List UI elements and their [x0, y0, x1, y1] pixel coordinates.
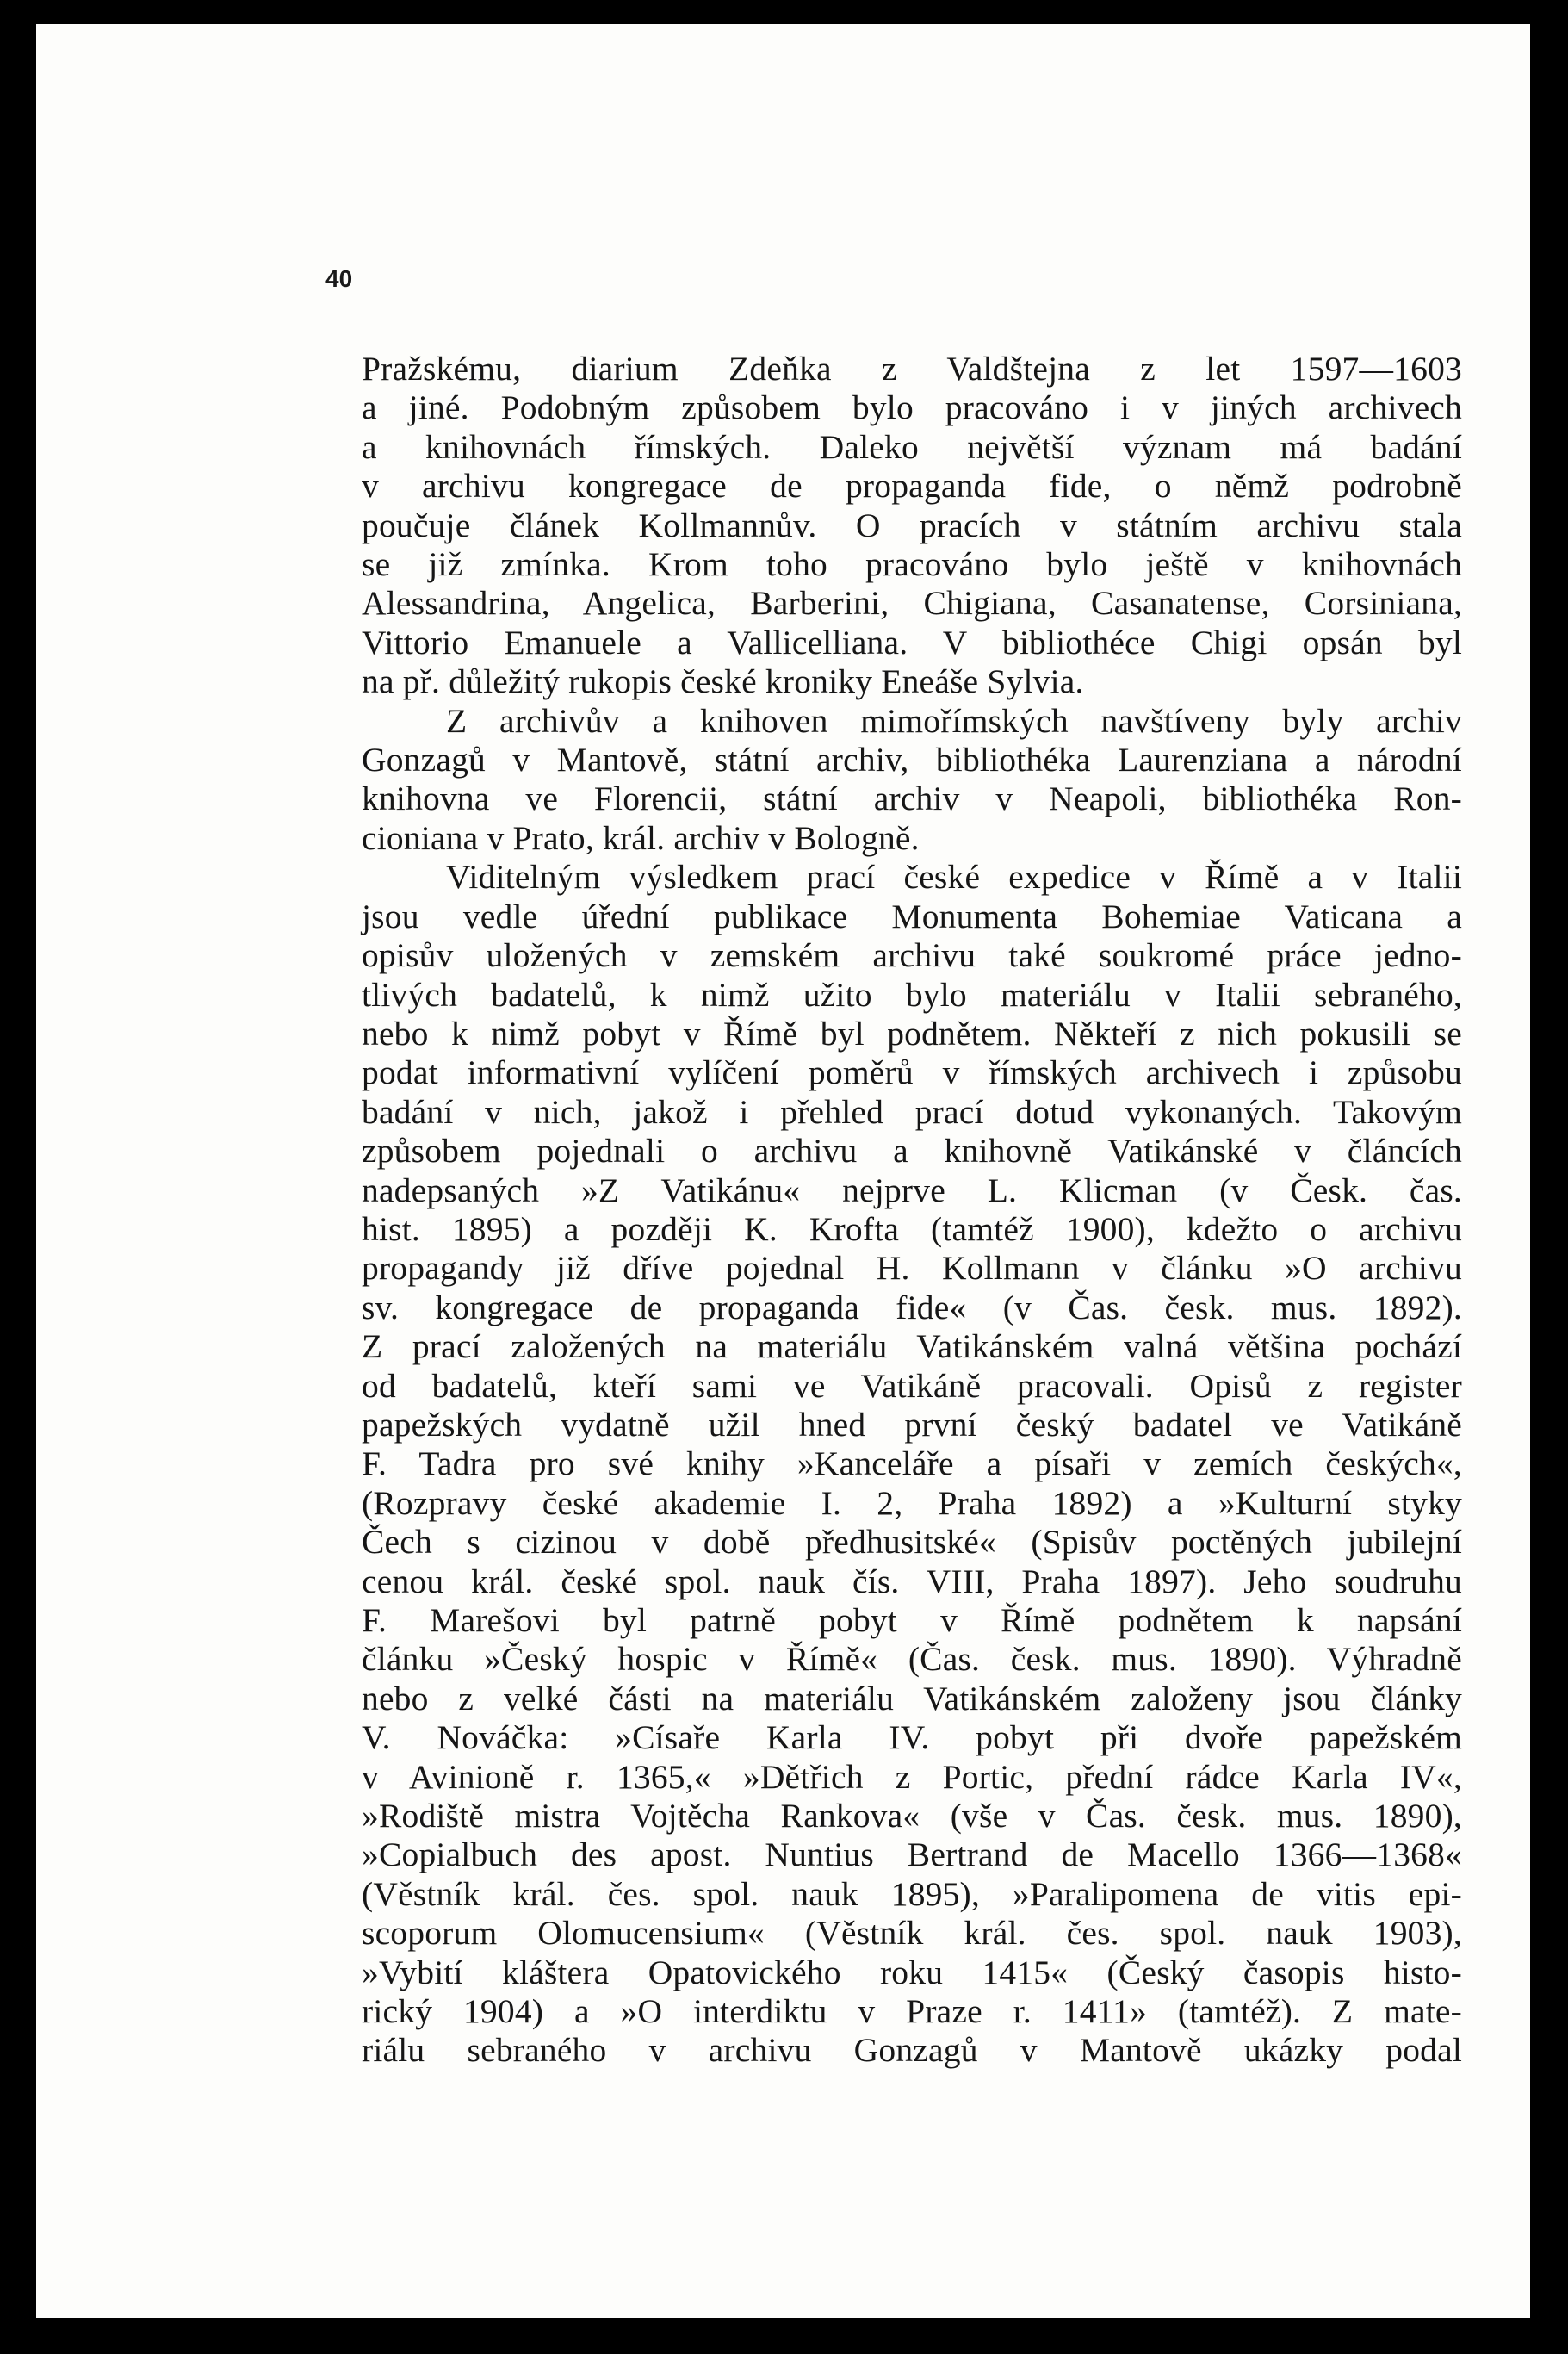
text-line: Vittorio Emanuele a Vallicelliana. V bibliothéce Chigi opsán byl [362, 623, 1462, 661]
text-line: a knihovnách římských. Daleko největší význam má badání [362, 427, 1462, 466]
body-text [362, 350, 1462, 2071]
text-line: Čech s cizinou v době předhusitské« (Spisův poctěných jubilejní [362, 1523, 1462, 1562]
paragraph-2 [362, 702, 1462, 859]
text-line: způsobem pojednali o archivu a knihovně Vatikánské v článcích [362, 1132, 1462, 1171]
text-line: knihovna ve Florencii, státní archiv v Neapoli, bibliothéka Ron- [362, 779, 1462, 818]
text-line: papežských vydatně užil hned první český badatel ve Vatikáně [362, 1405, 1462, 1444]
paragraph-3 [362, 858, 1462, 2071]
paragraph-1 [362, 350, 1462, 702]
book-page [36, 24, 1530, 2318]
text-line: Viditelným výsledkem prací české expedice v Římě a v Italii [446, 858, 1462, 897]
text-line: »Copialbuch des apost. Nuntius Bertrand de Macello 1366—1368« [362, 1835, 1462, 1874]
text-line: F. Tadra pro své knihy »Kanceláře a písaři v zemích českých«, [362, 1444, 1462, 1483]
text-line: nebo z velké části na materiálu Vatikánském založeny jsou články [362, 1679, 1462, 1717]
text-line: na př. důležitý rukopis české kroniky Eneáše Sylvia. [362, 662, 1084, 701]
text-line: propagandy již dříve pojednal H. Kollmann v článku »O archivu [362, 1249, 1462, 1288]
text-line: V. Nováčka: »Císaře Karla IV. pobyt při dvoře papežském [362, 1718, 1462, 1757]
text-line: F. Marešovi byl patrně pobyt v Římě podnětem k napsání [362, 1601, 1462, 1639]
text-line: »Rodiště mistra Vojtěcha Rankova« (vše v Čas. česk. mus. 1890), [362, 1797, 1462, 1835]
text-line: Pražskému, diarium Zdeňka z Valdštejna z let 1597—1603 [362, 350, 1462, 388]
text-line: Alessandrina, Angelica, Barberini, Chigiana, Casanatense, Corsiniana, [362, 584, 1462, 623]
text-line: v Avinioně r. 1365,« »Dětřich z Portic, přední rádce Karla IV«, [362, 1757, 1462, 1796]
text-line: (Rozpravy české akademie I. 2, Praha 1892) a »Kulturní styky [362, 1483, 1462, 1522]
text-line: riálu sebraného v archivu Gonzagů v Mantově ukázky podal [362, 2031, 1462, 2070]
text-line: sv. kongregace de propaganda fide« (v Čas. česk. mus. 1892). [362, 1288, 1462, 1326]
text-line: Gonzagů v Mantově, státní archiv, bibliothéka Laurenziana a národní [362, 741, 1462, 779]
text-line: v archivu kongregace de propaganda fide, o němž podrobně [362, 467, 1462, 506]
text-line: scoporum Olomucensium« (Věstník král. čes. spol. nauk 1903), [362, 1914, 1462, 1953]
text-line: hist. 1895) a později K. Krofta (tamtéž 1900), kdežto o archivu [362, 1209, 1462, 1248]
text-line: rický 1904) a »O interdiktu v Praze r. 1411» (tamtéž). Z mate- [362, 1992, 1462, 2031]
text-line: badání v nich, jakož i přehled prací dotud vykonaných. Takovým [362, 1092, 1462, 1131]
text-line: Z archivův a knihoven mimořímských navštíveny byly archiv [446, 701, 1462, 740]
text-line: Z prací založených na materiálu Vatikánském valná většina pochází [362, 1327, 1462, 1366]
page-number: 40 [325, 265, 353, 292]
text-line: nadepsaných »Z Vatikánu« nejprve L. Klicman (v Česk. čas. [362, 1171, 1462, 1209]
text-line: článku »Český hospic v Římě« (Čas. česk. mus. 1890). Výhradně [362, 1640, 1462, 1679]
text-line: od badatelů, kteří sami ve Vatikáně pracovali. Opisů z register [362, 1366, 1462, 1405]
text-line: jsou vedle úřední publikace Monumenta Bohemiae Vaticana a [362, 897, 1462, 935]
text-line: a jiné. Podobným způsobem bylo pracováno i v jiných archivech [362, 388, 1462, 427]
text-line: (Věstník král. čes. spol. nauk 1895), »Paralipomena de vitis epi- [362, 1874, 1462, 1913]
text-line: cenou král. české spol. nauk čís. VIII, Praha 1897). Jeho soudruhu [362, 1562, 1462, 1600]
text-line: cioniana v Prato, král. archiv v Bologně. [362, 818, 920, 857]
text-line: podat informativní vylíčení poměrů v římských archivech i způsobu [362, 1053, 1462, 1092]
text-line: opisův uložených v zemském archivu také soukromé práce jedno- [362, 936, 1462, 975]
text-line: »Vybití kláštera Opatovického roku 1415« (Český časopis histo- [362, 1953, 1462, 1991]
text-line: tlivých badatelů, k nimž užito bylo materiálu v Italii sebraného, [362, 975, 1462, 1014]
text-line: poučuje článek Kollmannův. O pracích v státním archivu stala [362, 506, 1462, 544]
text-line: nebo k nimž pobyt v Římě byl podnětem. Někteří z nich pokusili se [362, 1014, 1462, 1053]
text-line: se již zmínka. Krom toho pracováno bylo ještě v knihovnách [362, 545, 1462, 584]
